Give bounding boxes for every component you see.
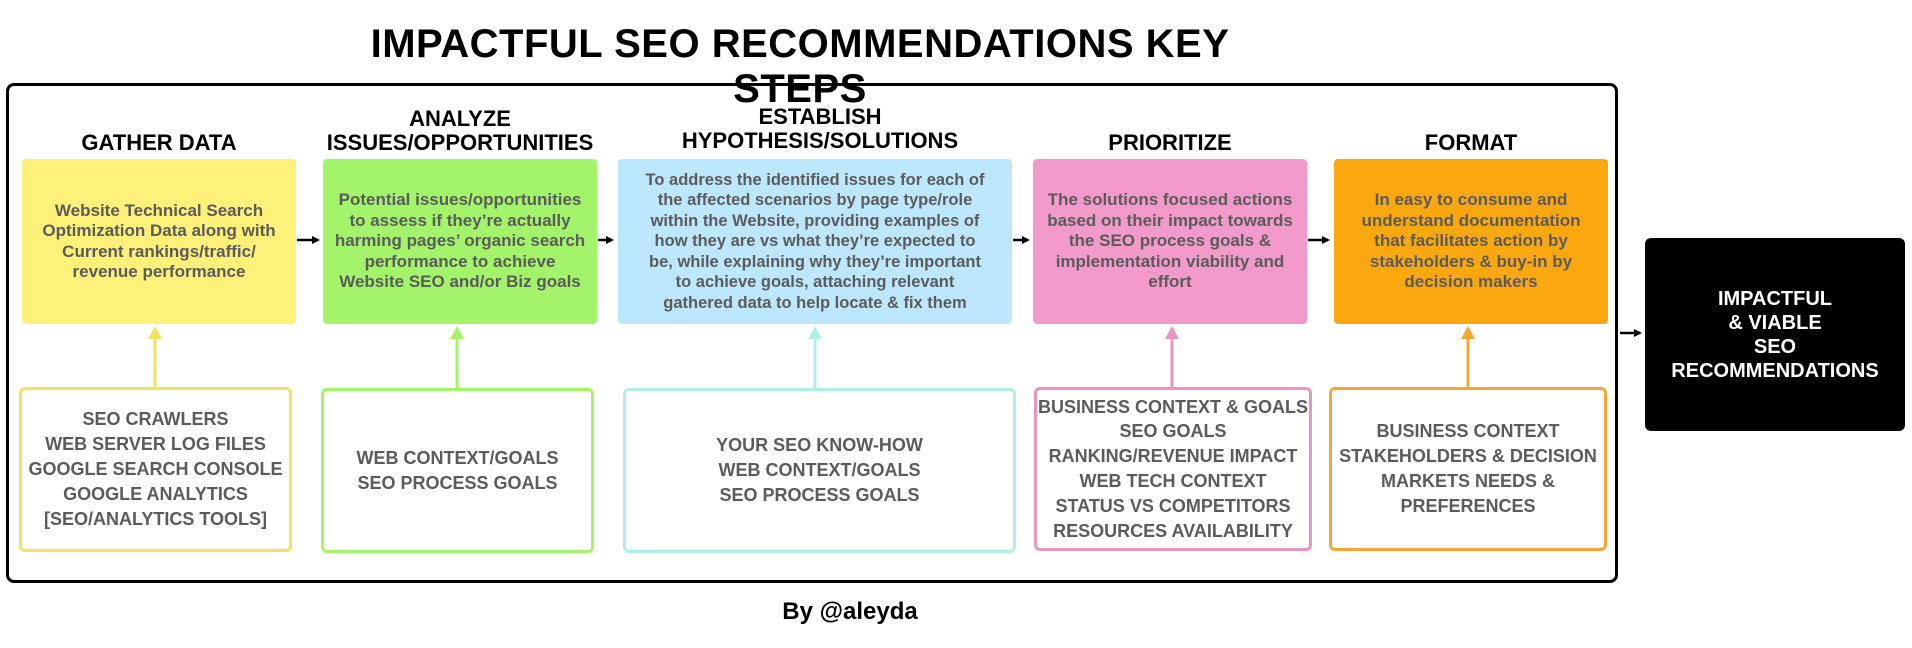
source-item: RESOURCES AVAILABILITY	[1053, 520, 1293, 541]
source-item: MARKETS NEEDS &	[1380, 471, 1555, 491]
input-arrow	[1165, 326, 1179, 387]
step-card-line: harming pages’ organic search	[334, 231, 586, 251]
byline: By @aleyda	[782, 598, 918, 625]
source-item: BUSINESS CONTEXT & GOALS	[1037, 396, 1309, 417]
step-heading-analyze: ANALYZE ISSUES/OPPORTUNITIES	[326, 106, 594, 155]
output-line: & VIABLE	[1728, 311, 1822, 334]
source-item: WEB CONTEXT/GOALS	[356, 447, 559, 468]
step-heading-format: FORMAT	[1424, 130, 1518, 155]
step-card-line: In easy to consume and	[1374, 190, 1568, 210]
source-item: GOOGLE ANALYTICS	[63, 484, 248, 504]
step-card-line: Website Technical Search	[54, 200, 264, 220]
source-item: YOUR SEO KNOW-HOW	[716, 435, 923, 455]
source-item: GOOGLE SEARCH CONSOLE	[28, 459, 283, 479]
step-card-line: to achieve goals, attaching relevant	[675, 273, 955, 292]
input-arrow	[450, 326, 464, 388]
step-card-line: how they are vs what they’re expected to	[654, 232, 976, 251]
step-card-line: effort	[1148, 272, 1192, 292]
step-card-line: Optimization Data along with	[42, 221, 276, 240]
source-item: SEO PROCESS GOALS	[357, 472, 558, 493]
input-arrow	[808, 326, 822, 388]
step-card-line: to assess if they’re actually	[349, 210, 571, 230]
step-card-line: stakeholders & buy-in by	[1369, 251, 1573, 271]
source-item: WEB CONTEXT/GOALS	[718, 460, 921, 480]
step-card-line: based on their impact towards	[1047, 210, 1293, 230]
step-heading-establish: ESTABLISH HYPOTHESIS/SOLUTIONS	[681, 104, 959, 153]
step-heading-prioritize: PRIORITIZE	[1108, 130, 1232, 155]
source-item: STATUS VS COMPETITORS	[1055, 495, 1291, 516]
step-card-line: decision makers	[1404, 272, 1538, 292]
step-card-line: the affected scenarios by page type/role	[657, 191, 973, 210]
source-item: WEB SERVER LOG FILES	[45, 434, 266, 454]
step-card-line: To address the identified issues for each of	[645, 170, 985, 189]
source-item: BUSINESS CONTEXT	[1376, 421, 1560, 441]
step-card-line: Website SEO and/or Biz goals	[339, 272, 581, 292]
step-card-line: the SEO process goals &	[1068, 231, 1272, 251]
step-card-line: Current rankings/traffic/	[62, 241, 256, 261]
source-item: [SEO/ANALYTICS TOOLS]	[43, 509, 268, 529]
output-line: RECOMMENDATIONS	[1671, 359, 1879, 382]
step-card-line: that facilitates action by	[1374, 231, 1568, 251]
source-item: WEB TECH CONTEXT	[1079, 471, 1267, 491]
step-card-line: within the Website, providing examples of	[650, 211, 980, 230]
output-line: SEO	[1753, 335, 1797, 358]
input-arrow	[148, 326, 162, 387]
step-card-line: performance to achieve	[364, 251, 556, 271]
step-card-line: be, while explaining why they’re important	[649, 252, 981, 271]
diagram-title: IMPACTFUL SEO RECOMMENDATIONS KEY STEPS	[370, 22, 1230, 111]
source-item: SEO CRAWLERS	[82, 409, 229, 429]
source-item: PREFERENCES	[1400, 496, 1536, 516]
step-heading-gather-data: GATHER DATA	[81, 130, 237, 155]
source-item: SEO GOALS	[1119, 421, 1227, 442]
source-item: SEO PROCESS GOALS	[719, 485, 920, 505]
step-card-line: gathered data to help locate & fix them	[663, 293, 967, 312]
step-card-line: revenue performance	[72, 262, 246, 281]
step-card-line: implementation viability and	[1055, 251, 1285, 271]
step-card-line: The solutions focused actions	[1047, 190, 1293, 210]
source-item: RANKING/REVENUE IMPACT	[1048, 446, 1298, 467]
step-card-line: understand documentation	[1361, 210, 1581, 230]
source-item: STAKEHOLDERS & DECISION	[1339, 446, 1597, 466]
output-line: IMPACTFUL	[1717, 287, 1833, 310]
input-arrow	[1461, 326, 1475, 387]
step-card-line: Potential issues/opportunities	[338, 190, 582, 210]
